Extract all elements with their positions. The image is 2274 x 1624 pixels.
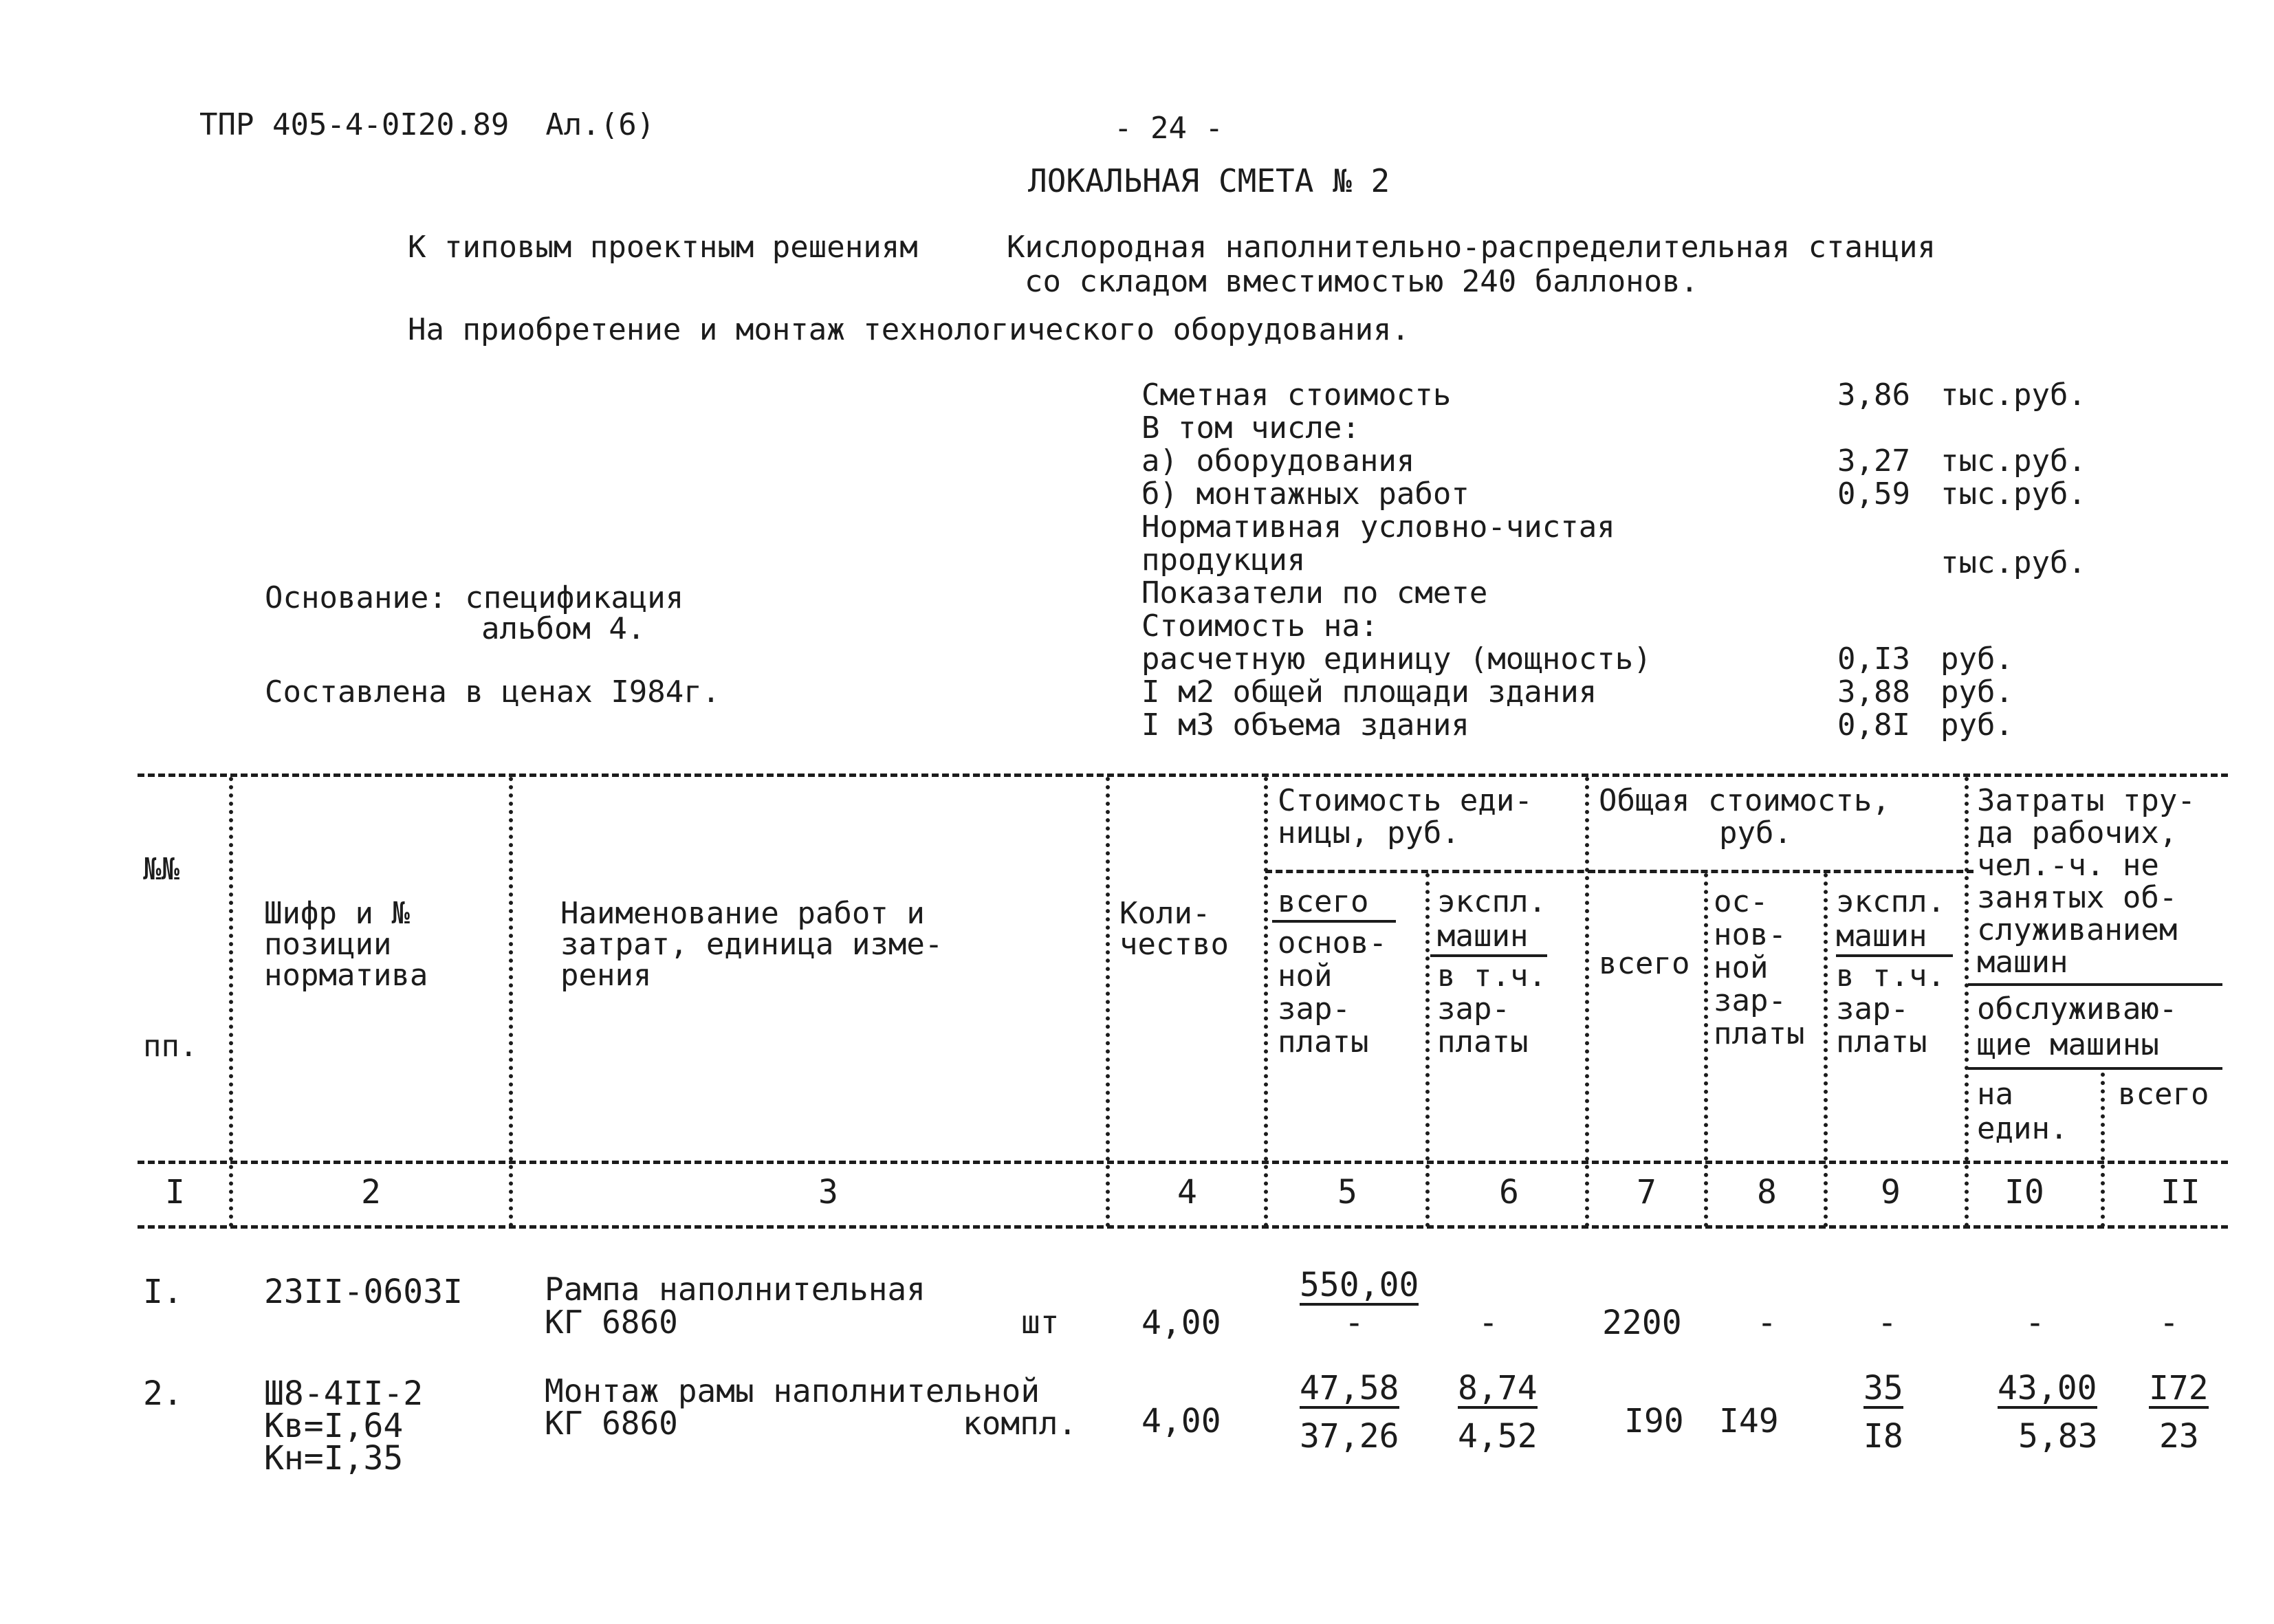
summary-label: Показатели по смете <box>1141 575 1488 611</box>
header-labor: да рабочих, <box>1977 815 2178 851</box>
row-unit-cost-total: 47,58 <box>1300 1369 1399 1407</box>
column-separator <box>1824 873 1828 1227</box>
row-unit-cost-wage: - <box>1344 1304 1364 1342</box>
header-col10: на <box>1977 1077 2013 1112</box>
basis-line-2: альбом 4. <box>481 611 646 646</box>
row-name: Монтаж рамы наполнительной <box>545 1372 1040 1409</box>
summary-unit: руб. <box>1940 641 2013 677</box>
row-labor-unit-service: 5,83 <box>2018 1417 2098 1456</box>
col-numbers-rule <box>138 1225 2228 1229</box>
summary-unit: тыс.руб. <box>1940 377 2086 413</box>
column-number: 3 <box>818 1173 838 1211</box>
row-labor-total: - <box>2159 1304 2179 1342</box>
row-unit: шт <box>1021 1304 1060 1341</box>
header-labor-sub: щие машины <box>1977 1027 2159 1062</box>
column-number: I <box>165 1173 185 1211</box>
header-unit-cost: ницы, руб. <box>1278 815 1460 851</box>
header-labor: чел.-ч. не <box>1977 848 2159 883</box>
subject-line-2: со складом вместимостью 240 баллонов. <box>1025 264 1699 299</box>
column-number: 2 <box>361 1173 381 1211</box>
header-labor: служиванием <box>1977 912 2178 947</box>
summary-label: Нормативная условно-чистая <box>1141 509 1615 545</box>
summary-value: 3,88 <box>1837 674 1910 710</box>
row-machine-total: 35 <box>1863 1369 1903 1407</box>
basis-line-1: Основание: спецификация <box>265 580 684 615</box>
header-col9: в т.ч. <box>1836 958 1945 994</box>
row-unit-cost-total: 550,00 <box>1300 1266 1419 1304</box>
summary-label: продукция <box>1141 542 1306 578</box>
row-unit-cost-wage: 37,26 <box>1300 1417 1399 1456</box>
header-labor: занятых об- <box>1977 880 2178 915</box>
summary-label: Сметная стоимость <box>1141 377 1452 413</box>
row-name: Рампа наполнительная <box>545 1271 926 1308</box>
summary-label: а) оборудования <box>1141 443 1415 479</box>
header-col7: всего <box>1599 946 1690 981</box>
column-number: 6 <box>1499 1173 1519 1211</box>
column-number: 5 <box>1337 1173 1357 1211</box>
header-col9: экспл. <box>1836 884 1945 919</box>
header-code: позиции <box>264 927 392 962</box>
header-col5: основ- <box>1278 925 1387 961</box>
column-number: 9 <box>1881 1173 1901 1211</box>
row-quantity: 4,00 <box>1141 1304 1221 1342</box>
row-number: 2. <box>143 1374 183 1413</box>
header-col10: един. <box>1977 1111 2068 1146</box>
summary-value: 3,27 <box>1837 443 1910 479</box>
column-number: 7 <box>1637 1173 1657 1211</box>
header-quantity: чество <box>1119 927 1229 962</box>
header-col5: ной <box>1278 958 1333 994</box>
summary-label: В том числе: <box>1141 410 1360 446</box>
header-row-num-sub: пп. <box>143 1029 198 1064</box>
header-col5: платы <box>1278 1024 1369 1060</box>
row-unit: компл. <box>963 1405 1078 1442</box>
row-quantity: 4,00 <box>1141 1402 1221 1440</box>
row-code: 23II-0603I <box>264 1273 463 1311</box>
summary-unit: тыс.руб. <box>1940 443 2086 479</box>
col5-split-rule <box>1272 920 1396 923</box>
summary-label: I м2 общей площади здания <box>1141 674 1597 710</box>
header-col11: всего <box>2118 1077 2209 1112</box>
subject-line-1: Кислородная наполнительно-распределительная станция <box>1007 230 1936 265</box>
table-top-rule <box>138 773 2228 777</box>
header-code: Шифр и № <box>264 896 410 931</box>
column-separator <box>1704 873 1708 1227</box>
row-number: I. <box>143 1273 183 1311</box>
column-number: II <box>2161 1173 2200 1211</box>
row-total-cost: 2200 <box>1602 1304 1682 1342</box>
column-number: 4 <box>1177 1173 1197 1211</box>
header-col5: всего <box>1278 884 1369 919</box>
summary-unit: тыс.руб. <box>1940 545 2086 580</box>
header-quantity: Коли- <box>1119 896 1211 931</box>
header-col8: зар- <box>1714 983 1786 1018</box>
row-name: КГ 6860 <box>545 1405 678 1442</box>
row-labor-total: I72 <box>2149 1369 2209 1407</box>
purpose-line: На приобретение и монтаж технологического оборудования. <box>408 312 1410 347</box>
header-total-cost: Общая стоимость, <box>1599 783 1890 818</box>
summary-unit: тыс.руб. <box>1940 476 2086 512</box>
summary-value: 0,I3 <box>1837 641 1910 677</box>
header-labor: машин <box>1977 945 2068 980</box>
summary-label: I м3 объема здания <box>1141 707 1469 743</box>
subject-label: К типовым проектным решениям <box>408 230 918 265</box>
price-basis: Составлена в ценах I984г. <box>265 674 721 710</box>
column-separator <box>1585 777 1589 1227</box>
row-labor-unit: - <box>2025 1304 2045 1342</box>
header-name: Наименование работ и <box>560 896 925 931</box>
row-code: Ш8-4II-2 <box>264 1374 424 1413</box>
column-separator <box>229 777 233 1227</box>
header-col6: машин <box>1437 919 1529 954</box>
page-title: ЛОКАЛЬНАЯ СМЕТА № 2 <box>1028 162 1390 199</box>
summary-unit: руб. <box>1940 707 2013 743</box>
row-machine-total-wage: I8 <box>1863 1417 1903 1456</box>
row-labor-unit: 43,00 <box>1998 1369 2097 1407</box>
header-col8: платы <box>1714 1016 1805 1051</box>
column-separator <box>1264 777 1268 1227</box>
row-machine-wage: 4,52 <box>1458 1417 1538 1456</box>
header-unit-cost: Стоимость еди- <box>1278 783 1533 818</box>
col6-split-rule <box>1430 954 1547 957</box>
header-name: затрат, единица изме- <box>560 927 943 962</box>
header-col6: в т.ч. <box>1437 958 1546 994</box>
row-base-wage: - <box>1757 1304 1777 1342</box>
row-total-cost: I90 <box>1624 1402 1684 1440</box>
summary-unit: руб. <box>1940 674 2013 710</box>
row-name: КГ 6860 <box>545 1304 678 1341</box>
summary-label: Стоимость на: <box>1141 608 1379 644</box>
summary-value: 0,8I <box>1837 707 1910 743</box>
header-labor-sub: обслуживаю- <box>1977 991 2178 1027</box>
header-col6: платы <box>1437 1024 1529 1060</box>
column-number: 8 <box>1757 1173 1777 1211</box>
header-col9: зар- <box>1836 991 1909 1027</box>
row-code: Кв=I,64 <box>264 1407 404 1445</box>
header-bottom-rule <box>138 1161 2228 1164</box>
document-code: ТПР 405-4-0I20.89 Ал.(6) <box>199 107 655 142</box>
summary-label: б) монтажных работ <box>1141 476 1469 512</box>
column-number: I0 <box>2004 1173 2044 1211</box>
header-name: рения <box>560 958 652 993</box>
row-machine-cost: 8,74 <box>1458 1369 1538 1407</box>
row-machine-cost: - <box>1478 1304 1498 1342</box>
header-col5: зар- <box>1278 991 1351 1027</box>
header-col8: нов- <box>1714 917 1786 952</box>
header-col8: ной <box>1714 950 1769 985</box>
total-cost-sub-rule <box>1588 870 1974 873</box>
header-col9: машин <box>1836 919 1927 954</box>
row-code: Кн=I,35 <box>264 1439 404 1478</box>
header-col8: ос- <box>1714 884 1769 919</box>
row-base-wage: I49 <box>1719 1402 1779 1440</box>
labor-split-rule <box>1968 983 2222 986</box>
header-col6: экспл. <box>1437 884 1546 919</box>
row-labor-total-service: 23 <box>2159 1417 2199 1456</box>
column-separator <box>1965 777 1969 1227</box>
header-col6: зар- <box>1437 991 1510 1027</box>
header-code: норматива <box>264 958 428 993</box>
row-machine-total: - <box>1877 1304 1897 1342</box>
column-separator <box>1425 873 1430 1227</box>
summary-value: 0,59 <box>1837 476 1910 512</box>
col9-split-rule <box>1836 954 1953 957</box>
column-separator <box>2101 1073 2105 1227</box>
page-number: - 24 - <box>1114 111 1223 146</box>
header-total-cost: руб. <box>1719 815 1792 851</box>
column-separator <box>1106 777 1110 1227</box>
summary-label: расчетную единицу (мощность) <box>1141 641 1652 677</box>
labor-sub-rule <box>1968 1067 2222 1070</box>
column-separator <box>509 777 513 1227</box>
header-row-num: №№ <box>143 852 179 887</box>
header-col9: платы <box>1836 1024 1927 1060</box>
header-labor: Затраты тру- <box>1977 783 2196 818</box>
summary-value: 3,86 <box>1837 377 1910 413</box>
